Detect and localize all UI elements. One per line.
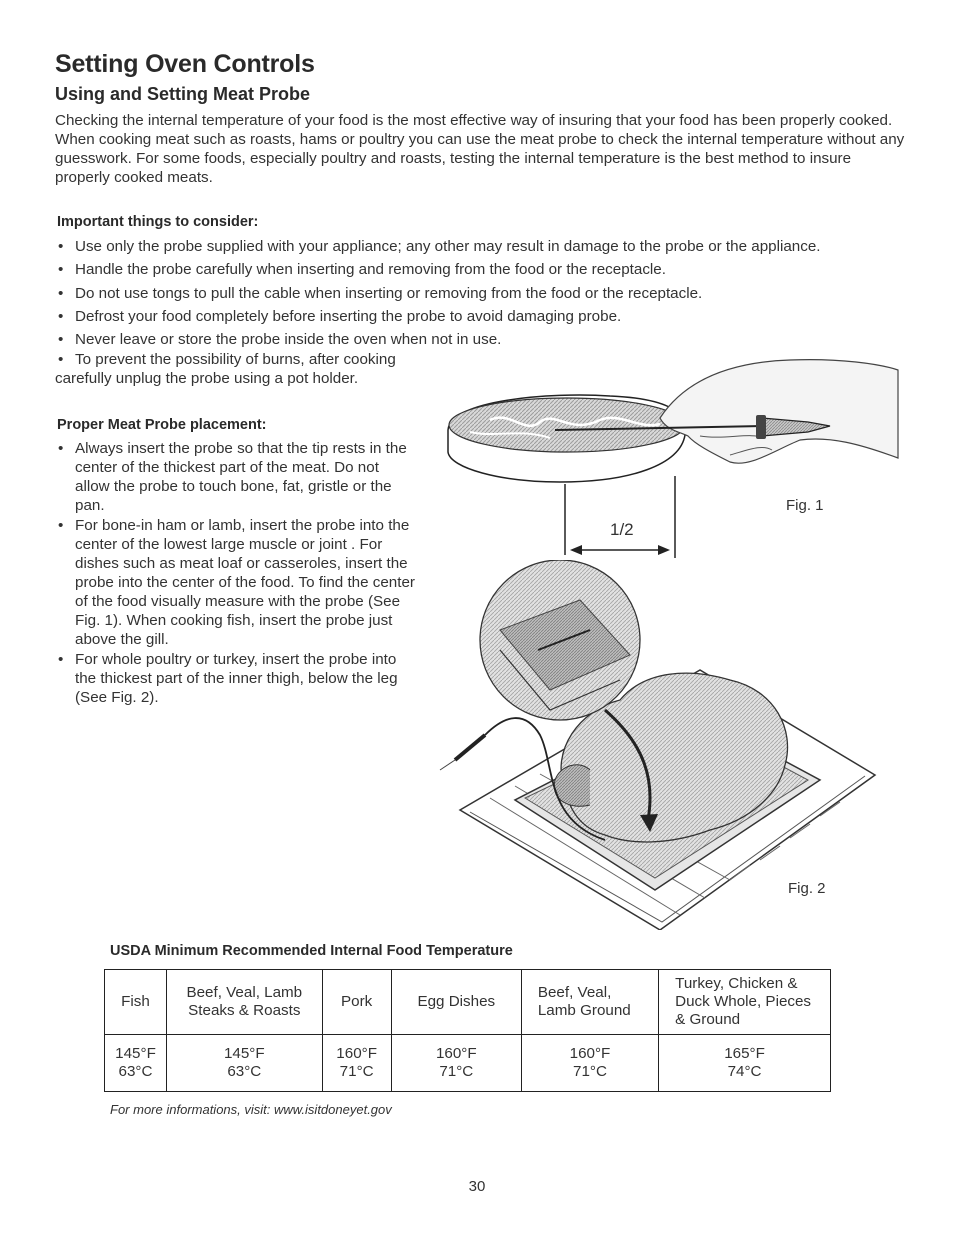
table-row <box>105 1035 831 1092</box>
fig1-illustration <box>430 340 910 570</box>
table-header-cell: Egg Dishes <box>391 970 521 1035</box>
table-cell: 145°F 63°C <box>167 1035 323 1092</box>
table-cell: 160°F 71°C <box>322 1035 391 1092</box>
fig1-measure-label: 1/2 <box>610 520 634 539</box>
table-header-cell: Beef, Veal, Lamb Steaks & Roasts <box>167 970 323 1035</box>
section-subtitle: Using and Setting Meat Probe <box>55 84 311 104</box>
list-item: • Always insert the probe so that the tip rests in the center of the thickest part of the meat. Do not allow the probe to touch bone, fat, gristle or the pan. <box>55 439 417 515</box>
temperature-table <box>104 969 831 1092</box>
burn-warning: • To prevent the possibility of burns, after cooking carefully unplug the probe using a pot holder. <box>55 350 435 388</box>
table-cell: 160°F 71°C <box>521 1035 658 1092</box>
table-cell: 165°F 74°C <box>659 1035 831 1092</box>
table-header-cell: Beef, Veal, Lamb Ground <box>521 970 658 1035</box>
consider-list <box>55 237 915 353</box>
list-item: • Never leave or store the probe inside the oven when not in use. <box>55 330 915 349</box>
fig1-label: Fig. 1 <box>786 497 824 514</box>
list-item: • For bone-in ham or lamb, insert the probe into the center of the lowest large muscle or joint . For dishes such as meat loaf or casseroles, insert the probe into the center of the food. To find the center of the food visually measure with the probe (See Fig. 1). When cooking fish, insert the probe just above the gill. <box>55 516 417 649</box>
table-cell: 145°F 63°C <box>105 1035 167 1092</box>
table-header-cell: Turkey, Chicken & Duck Whole, Pieces & Ground <box>659 970 831 1035</box>
page-number: 30 <box>468 1178 486 1195</box>
burn-warning-line2: carefully unplug the probe using a pot holder. <box>55 370 359 387</box>
list-item: • Use only the probe supplied with your appliance; any other may result in damage to the probe or the appliance. <box>55 237 915 256</box>
magnified-view <box>480 560 640 720</box>
page-title: Setting Oven Controls <box>55 50 315 78</box>
list-item: • Do not use tongs to pull the cable when inserting or removing from the food or the receptacle. <box>55 284 915 303</box>
table-cell: 160°F 71°C <box>391 1035 521 1092</box>
list-item: • Defrost your food completely before inserting the probe to avoid damaging probe. <box>55 307 915 326</box>
list-item: • Handle the probe carefully when inserting and removing from the food or the receptacle. <box>55 260 915 279</box>
table-header-cell: Fish <box>105 970 167 1035</box>
roast-meat <box>448 395 686 482</box>
intro-paragraph: Checking the internal temperature of your food is the most effective way of insuring that your food has been properly cooked. When cooking meat such as roasts, hams or poultry you can use the meat probe to check the internal temperature without any guesswork. For some foods, especially poultry and roasts, testing the internal temperature is the best method to insure properly cooked meats. <box>55 112 905 186</box>
half-measure-guide <box>565 476 675 558</box>
table-footnote: For more informations, visit: www.isitdoneyet.gov <box>110 1102 392 1117</box>
placement-list <box>55 439 417 707</box>
burn-warning-line1: To prevent the possibility of burns, after cooking <box>75 351 396 368</box>
fig2-label: Fig. 2 <box>788 880 826 897</box>
table-header-cell: Pork <box>322 970 391 1035</box>
table-header-row <box>105 970 831 1035</box>
list-item: • For whole poultry or turkey, insert the probe into the thickest part of the inner thigh, below the leg (See Fig. 2). <box>55 650 417 707</box>
placement-heading: Proper Meat Probe placement: <box>57 417 267 433</box>
fig2-illustration <box>430 560 890 930</box>
consider-heading: Important things to consider: <box>57 214 259 230</box>
table-title: USDA Minimum Recommended Internal Food Temperature <box>110 943 513 959</box>
